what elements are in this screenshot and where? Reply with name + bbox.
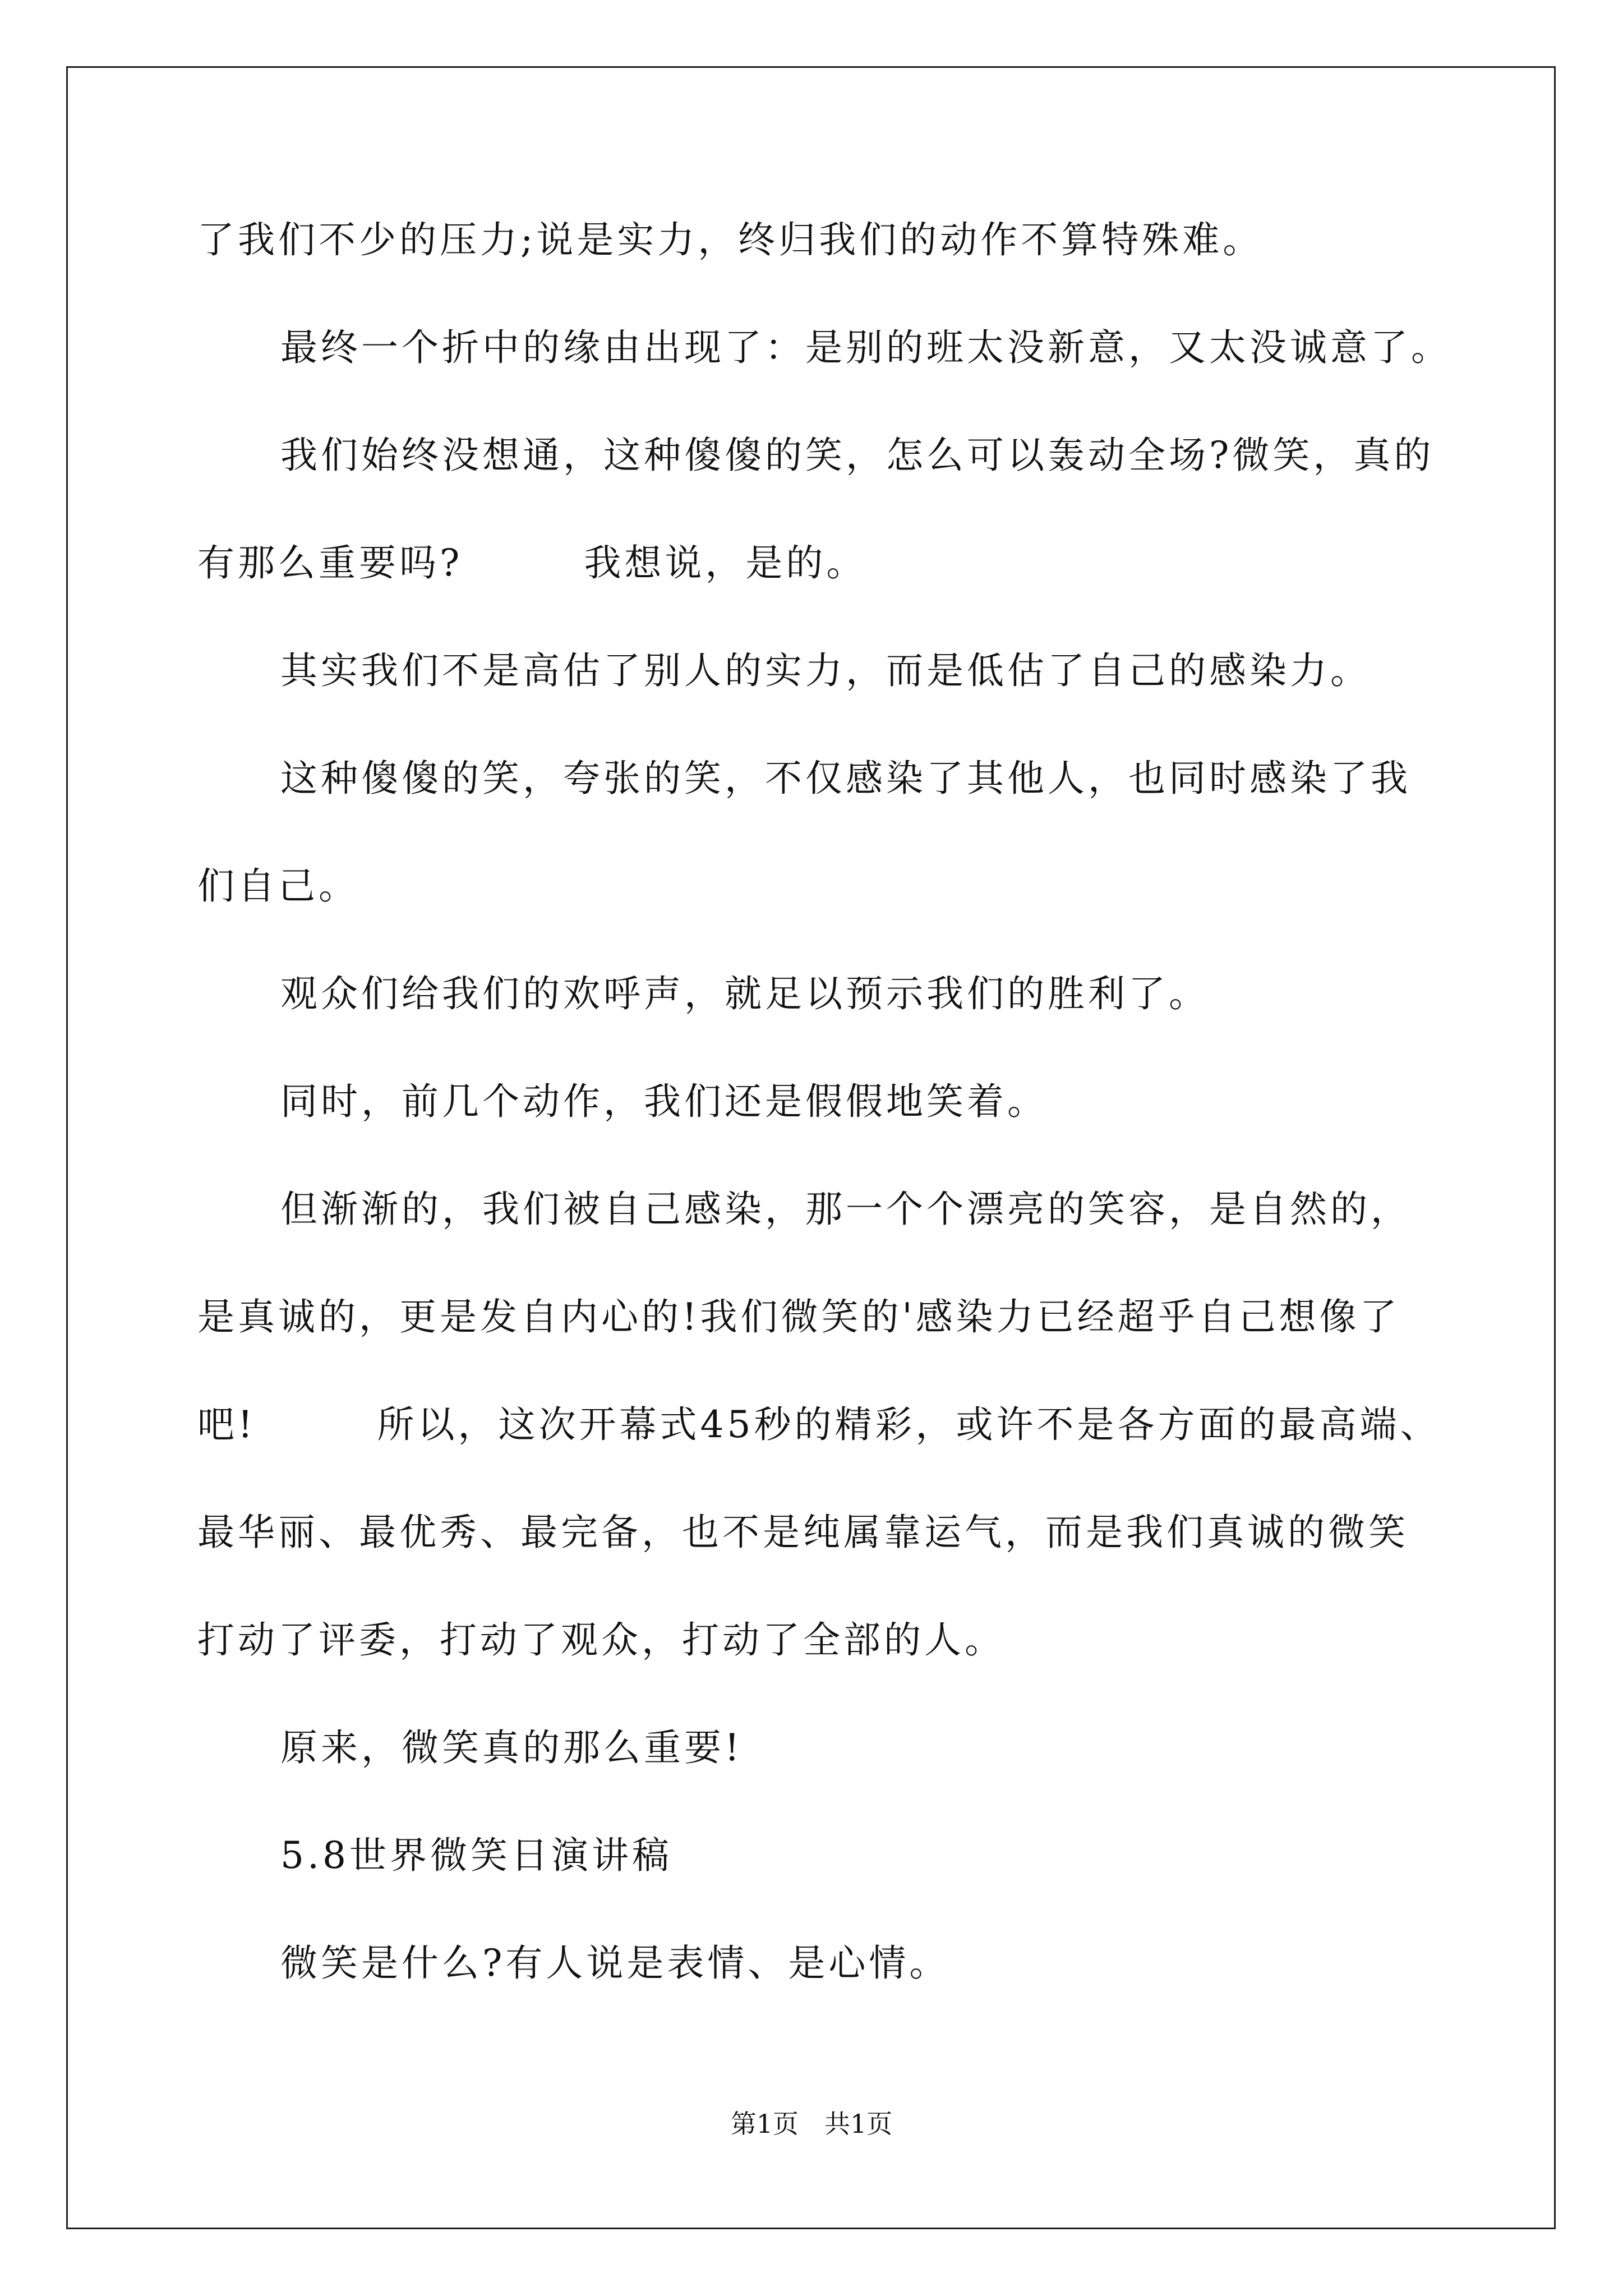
text-line: 这种傻傻的笑，夸张的笑，不仅感染了其他人，也同时感染了我 bbox=[280, 757, 1411, 800]
text-line: 了我们不少的压力;说是实力，终归我们的动作不算特殊难。 bbox=[197, 218, 1264, 261]
text-line: 观众们给我们的欢呼声，就足以预示我们的胜利了。 bbox=[280, 972, 1209, 1015]
text-line: 打动了评委，打动了观众，打动了全部的人。 bbox=[197, 1618, 1005, 1662]
text-line: 有那么重要吗? 我想说，是的。 bbox=[197, 541, 867, 585]
text-line: 但渐渐的，我们被自己感染，那一个个漂亮的笑容，是自然的， bbox=[280, 1188, 1411, 1231]
page-number: 第1页 共1页 bbox=[730, 2109, 893, 2139]
text-line: 微笑是什么?有人说是表情、是心情。 bbox=[280, 1941, 950, 1985]
page-border bbox=[66, 66, 1556, 2229]
text-line: 最终一个折中的缘由出现了：是别的班太没新意，又太没诚意了。 bbox=[280, 326, 1451, 369]
heading-line: 5.8世界微笑日演讲稿 bbox=[280, 1834, 672, 1877]
text-line: 其实我们不是高估了别人的实力，而是低估了自己的感染力。 bbox=[280, 649, 1371, 692]
text-line: 们自己。 bbox=[197, 864, 359, 908]
text-line: 我们始终没想通，这种傻傻的笑，怎么可以轰动全场?微笑，真的 bbox=[280, 434, 1435, 477]
text-line: 原来，微笑真的那么重要! bbox=[280, 1726, 743, 1769]
text-line: 最华丽、最优秀、最完备，也不是纯属靠运气，而是我们真诚的微笑 bbox=[197, 1511, 1409, 1554]
text-line: 吧! 所以，这次开幕式45秒的精彩，或许不是各方面的最高端、 bbox=[197, 1403, 1441, 1446]
text-line: 是真诚的，更是发自内心的!我们微笑的'感染力已经超乎自己想像了 bbox=[197, 1295, 1400, 1338]
text-line: 同时，前几个动作，我们还是假假地笑着。 bbox=[280, 1080, 1048, 1123]
